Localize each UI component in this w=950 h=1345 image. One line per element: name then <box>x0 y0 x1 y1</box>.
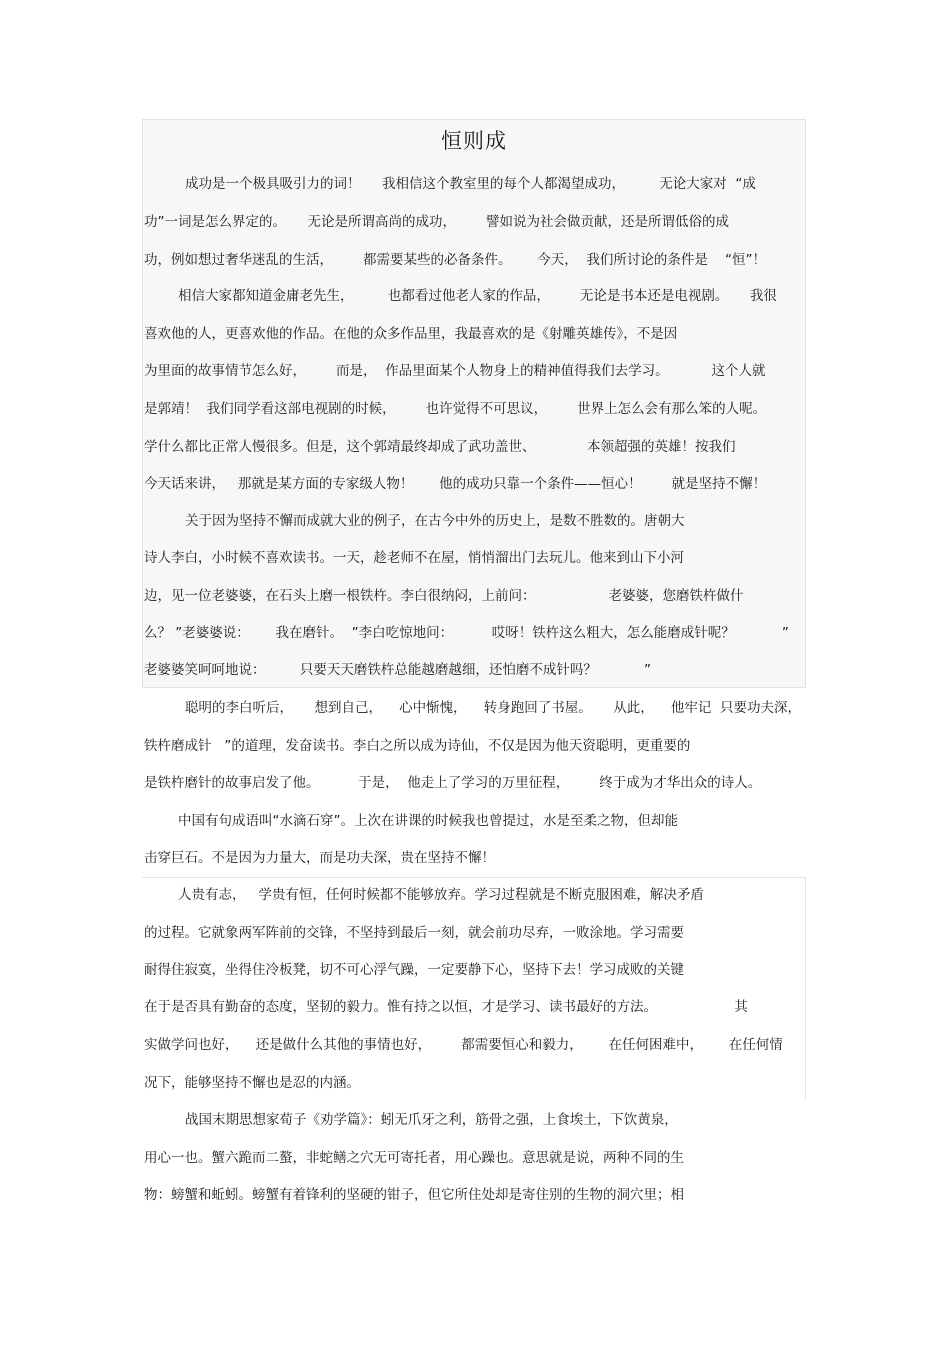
text-line: 关于因为坚持不懈而成就大业的例子，在古今中外的历史上，是数不胜数的。唐朝大 <box>185 513 685 529</box>
text-line: 相信大家都知道金庸老先生， 也都看过他老人家的作品， 无论是书本还是电视剧。 我很 <box>178 288 777 304</box>
text-line: 人贵有志， 学贵有恒，任何时候都不能够放弃。学习过程就是不断克服困难，解决矛盾 <box>178 887 704 903</box>
text-line: 在于是否具有勤奋的态度，坚韧的毅力。惟有持之以恒，才是学习、读书最好的方法。 其 <box>144 999 748 1015</box>
text-line: 铁杵磨成针 ”的道理，发奋读书。李白之所以成为诗仙，不仅是因为他天资聪明，更重要的 <box>144 738 691 754</box>
text-line: 为里面的故事情节怎么好， 而是， 作品里面某个人物身上的精神值得我们去学习。 这个人就 <box>144 363 766 379</box>
text-line: 用心一也。蟹六跪而二螯，非蛇鳝之穴无可寄托者，用心躁也。意思就是说，两种不同的生 <box>144 1150 684 1166</box>
text-line: 况下，能够坚持不懈也是忍的内涵。 <box>144 1075 360 1091</box>
text-line: 老婆婆笑呵呵地说： 只要天天磨铁杵总能越磨越细，还怕磨不成针吗？ ” <box>144 662 652 678</box>
text-line: 中国有句成语叫“水滴石穿”。上次在讲课的时候我也曾提过，水是至柔之物，但却能 <box>178 813 678 829</box>
text-line: 今天话来讲， 那就是某方面的专家级人物！ 他的成功只靠一个条件——恒心！ 就是坚持不懈！ <box>144 476 767 492</box>
text-line: 学什么都比正常人慢很多。但是，这个郭靖最终却成了武功盖世、 本领超强的英雄！按我们 <box>144 439 736 455</box>
text-line: 功”一词是怎么界定的。 无论是所谓高尚的成功， 譬如说为社会做贡献，还是所谓低俗的成 <box>144 214 729 230</box>
text-line: 么？ ”老婆婆说： 我在磨针。 ”李白吃惊地问： 哎呀！铁杵这么粗大，怎么能磨成针呢？ ” <box>144 625 789 641</box>
text-line: 是郭靖！ 我们同学看这部电视剧的时候， 也许觉得不可思议， 世界上怎么会有那么笨的人呢。 <box>144 401 767 417</box>
text-line: 诗人李白，小时候不喜欢读书。一天，趁老师不在屋，悄悄溜出门去玩儿。他来到山下小河 <box>144 550 684 566</box>
text-line: 实做学问也好， 还是做什么其他的事情也好， 都需要恒心和毅力， 在任何困难中， 在任何情 <box>144 1037 783 1053</box>
text-line: 聪明的李白听后， 想到自己， 心中惭愧， 转身跑回了书屋。 从此， 他牢记 只要功夫深， <box>185 700 801 716</box>
text-line: 耐得住寂寞，坐得住冷板凳，切不可心浮气躁，一定要静下心，坚持下去！学习成败的关键 <box>144 962 684 978</box>
text-line: 功，例如想过奢华迷乱的生活， 都需要某些的必备条件。 今天， 我们所讨论的条件是 “恒”！ <box>144 252 767 268</box>
text-line: 是铁杵磨针的故事启发了他。 于是， 他走上了学习的万里征程， 终于成为才华出众的诗人。 <box>144 775 762 791</box>
text-line: 成功是一个极具吸引力的词！ 我相信这个教室里的每个人都渴望成功， 无论大家对 “成 <box>185 176 756 192</box>
highlight-box-bottom <box>142 877 806 1099</box>
text-line: 战国末期思想家荀子《劝学篇》：蚓无爪牙之利，筋骨之强，上食埃土，下饮黄泉， <box>185 1112 678 1128</box>
text-line: 喜欢他的人，更喜欢他的作品。在他的众多作品里，我最喜欢的是《射雕英雄传》，不是因 <box>144 326 678 342</box>
text-line: 物：螃蟹和蚯蚓。螃蟹有着锋利的坚硬的钳子，但它所住处却是寄住别的生物的洞穴里；相 <box>144 1187 684 1203</box>
text-line: 的过程。它就象两军阵前的交锋，不坚持到最后一刻，就会前功尽弃，一败涂地。学习需要 <box>144 925 684 941</box>
text-line: 击穿巨石。不是因为力量大，而是功夫深，贵在坚持不懈！ <box>144 850 495 866</box>
page-title: 恒则成 <box>441 129 507 153</box>
text-line: 边，见一位老婆婆，在石头上磨一根铁杵。李白很纳闷，上前问： 老婆婆，您磨铁杵做什 <box>144 588 744 604</box>
